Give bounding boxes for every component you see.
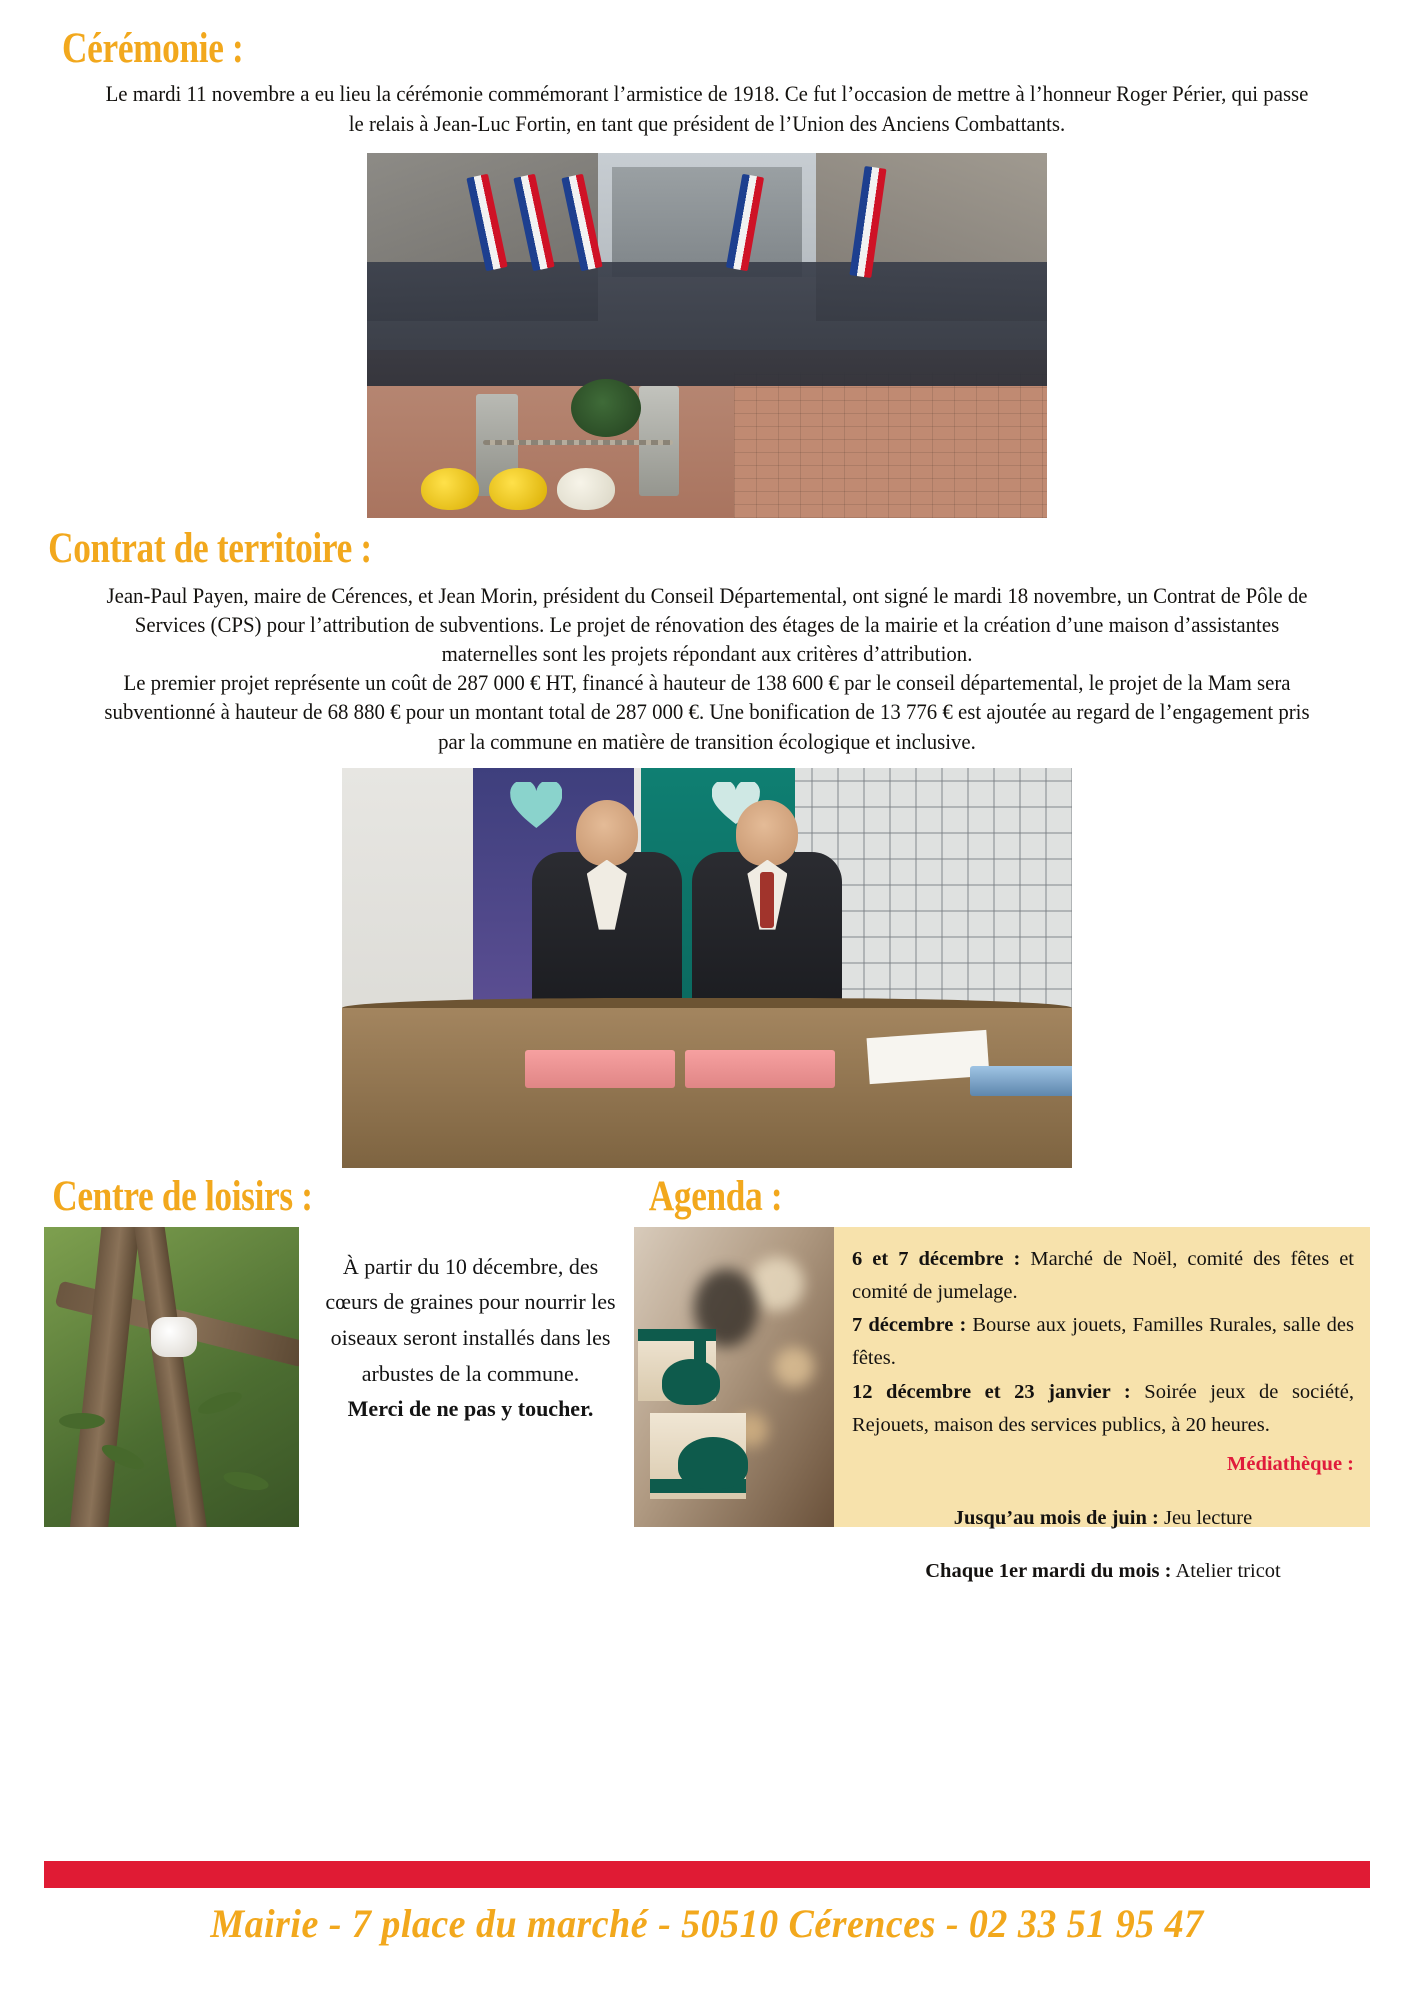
photo-person-shirt [587,860,627,930]
photo-flowers [557,468,615,510]
agenda-event [852,1376,1354,1442]
mediatheque-title: Médiathèque : [1227,1452,1354,1475]
mediatheque-text: Jeu lecture [1158,1506,1253,1529]
photo-bow [662,1359,720,1405]
photo-person-tie [760,872,774,928]
agenda-event-text: Soirée jeux de société, Rejouets, maison des services publics, à 20 heures. [852,1380,1354,1436]
contract-signing-photo [342,768,1072,1168]
section-heading-ceremonie: Cérémonie : [62,25,244,72]
photo-seed-heart [151,1317,197,1357]
loisirs-content [44,1227,634,1527]
photo-person-head [576,800,638,866]
section-heading-loisirs: Centre de loisirs : [52,1172,313,1220]
agenda-event-text: Bourse aux jouets, Familles Rurales, salle des fêtes. [852,1314,1354,1370]
photo-flowers [421,468,479,510]
mediatheque-line [852,1502,1354,1535]
agenda-text-box [834,1227,1370,1583]
photo-leaf [59,1413,105,1429]
agenda-content [634,1227,1370,1583]
agenda-event [852,1243,1354,1309]
paragraph-contrat-2: Le premier projet représente un coût de 287 000 € HT, financé à hauteur de 138 600 € par le conseil départemental, le projet de la Mam sera subventionné à hauteur de 68 880 € pour un montant total de 287 000 €. Une bonification de 13 776 € est ajoutée au regard de l’engagement pris par la commune en matière de transition écologique et inclusive. [104,670,1310,754]
agenda-event [852,1309,1354,1375]
photo-bow [678,1437,748,1489]
footer-divider-bar [44,1861,1370,1888]
paragraph-contrat-1: Jean-Paul Payen, maire de Cérences, et Jean Morin, président du Conseil Départemental, ont signé le mardi 18 novembre, un Contrat de Pôle de Services (CPS) pour l’attribution de subventions. Le projet de rénovation des étages de la mairie et la création d’une maison d’assistantes maternelles sont les projets répondant aux critères d’attribution. [106,582,1308,667]
agenda-event-date: 6 et 7 décembre : [852,1247,1021,1270]
ceremony-photo [367,153,1047,518]
photo-document-stack [970,1066,1072,1096]
mediatheque-text: Atelier tricot [1171,1560,1281,1583]
lower-section [44,1168,1370,1583]
photo-crowd [367,262,1047,386]
mediatheque-label: Jusqu’au mois de juin : [953,1506,1159,1529]
footer-address: Mairie - 7 place du marché - 50510 Cérences - 02 33 51 95 47 [210,1901,1204,1946]
column-loisirs [44,1174,634,1527]
agenda-event-text: Marché de Noël, comité des fêtes et comité de jumelage. [852,1247,1355,1303]
section-heading-contrat: Contrat de territoire : [48,524,372,572]
mediatheque-label: Chaque 1er mardi du mois : [925,1560,1172,1583]
agenda-event-date: 7 décembre : [852,1314,967,1337]
bird-feeder-tree-photo [44,1227,299,1527]
column-agenda [634,1172,1370,1583]
photo-person-head [736,800,798,866]
agenda-event-date: 12 décembre et 23 janvier : [852,1380,1131,1403]
paragraph-ceremonie: Le mardi 11 novembre a eu lieu la cérémonie commémorant l’armistice de 1918. Ce fut l’occasion de mettre à l’honneur Roger Périer, qui passe le relais à Jean-Luc Fortin, en tant que président de l’Union des Anciens Combattants. [105,81,1309,136]
loisirs-warning: Merci de ne pas y toucher. [347,1396,594,1422]
section-heading-agenda: Agenda : [648,1172,783,1220]
photo-bokeh [750,1257,804,1311]
loisirs-paragraph: À partir du 10 décembre, des cœurs de graines pour nourrir les oiseaux seront installés dans les arbustes de la commune. [325,1253,616,1386]
photo-bokeh [774,1347,814,1387]
photo-pavement [734,372,1047,518]
mediatheque-line [852,1555,1354,1588]
christmas-gifts-photo [634,1227,834,1527]
loisirs-text-block [299,1227,634,1527]
photo-signing-folder [525,1050,675,1088]
photo-signing-folder [685,1050,835,1088]
photo-chain [483,440,673,445]
heart-logo-icon [510,782,562,828]
photo-building-center [612,167,802,277]
photo-flowers [489,468,547,510]
